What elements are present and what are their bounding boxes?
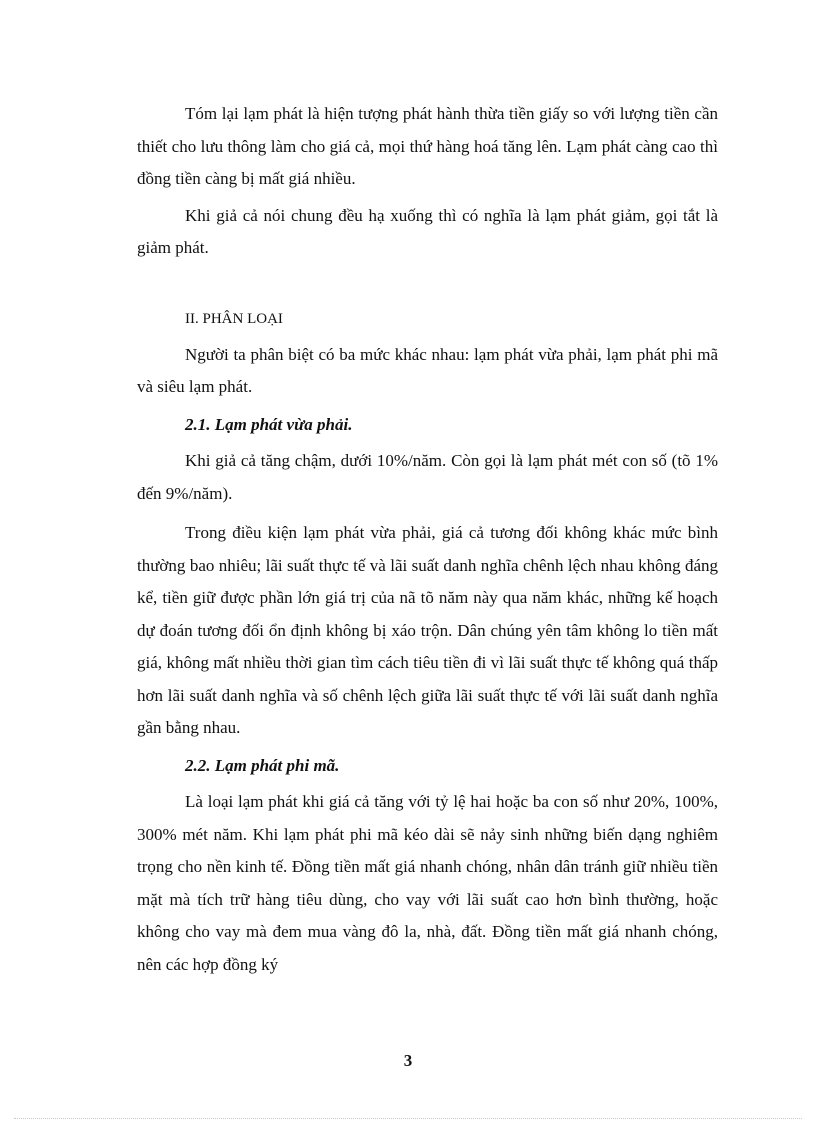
- subheading-moderate-inflation: 2.1. Lạm phát vừa phải.: [185, 414, 353, 434]
- paragraph-three-levels: Người ta phân biệt có ba mức khác nhau: lạm phát vừa phải, lạm phát phi mã và siêu lạm phát.: [137, 344, 718, 396]
- paragraph-inflation-summary: Tóm lại lạm phát là hiện tượng phát hành thừa tiền giấy so với lượng tiền cần thiết cho lưu thông làm cho giá cả, mọi thứ hàng hoá tăng lên. Lạm phát càng cao thì đồng tiền càng bị mất giá nhiều.: [137, 104, 718, 188]
- subheading-galloping-inflation: 2.2. Lạm phát phi mã.: [185, 755, 340, 775]
- paragraph-moderate-definition: Khi giả cả tăng chậm, dưới 10%/năm. Còn gọi là lạm phát mét con số (tõ 1% đến 9%/năm).: [137, 451, 718, 503]
- paragraph-galloping-definition: Là loại lạm phát khi giá cả tăng với tỷ lệ hai hoặc ba con số như 20%, 100%, 300% mét năm. Khi lạm phát phi mã kéo dài sẽ nảy sinh những biến dạng nghiêm trọng cho nền kinh tế. Đồng tiền mất giá nhanh chóng, nhân dân tránh giữ nhiều tiền mặt mà tích trữ hàng tiêu dùng, cho vay với lãi suất cao hơn bình thường, hoặc không cho vay mà đem mua vàng đô la, nhà, đất. Đồng tiền mất giá nhanh chóng, nên các hợp đồng ký: [137, 792, 718, 974]
- paragraph-deflation: Khi giả cả nói chung đều hạ xuống thì có nghĩa là lạm phát giảm, gọi tắt là giảm phát.: [137, 205, 718, 257]
- section-heading-classification: II. PHÂN LOẠI: [185, 310, 283, 327]
- paragraph-moderate-conditions: Trong điều kiện lạm phát vừa phải, giá cả tương đối không khác mức bình thường bao nhiêu; lãi suất thực tế và lãi suất danh nghĩa chênh lệch nhau không đáng kể, tiền giữ được phần lớn giá trị của nã tõ năm này qua năm khác, những kế hoạch dự đoán tương đối ổn định không bị xáo trộn. Dân chúng yên tâm không lo tiền mất giá, không mất nhiều thời gian tìm cách tiêu tiền đi vì lãi suất thực tế không quá thấp hơn lãi suất danh nghĩa và số chênh lệch giữa lãi suất thực tế với lãi suất danh nghĩa gần bằng nhau.: [137, 523, 718, 737]
- footer-divider: [14, 1118, 802, 1119]
- page-body: [137, 98, 718, 981]
- page-number: 3: [403, 1051, 413, 1070]
